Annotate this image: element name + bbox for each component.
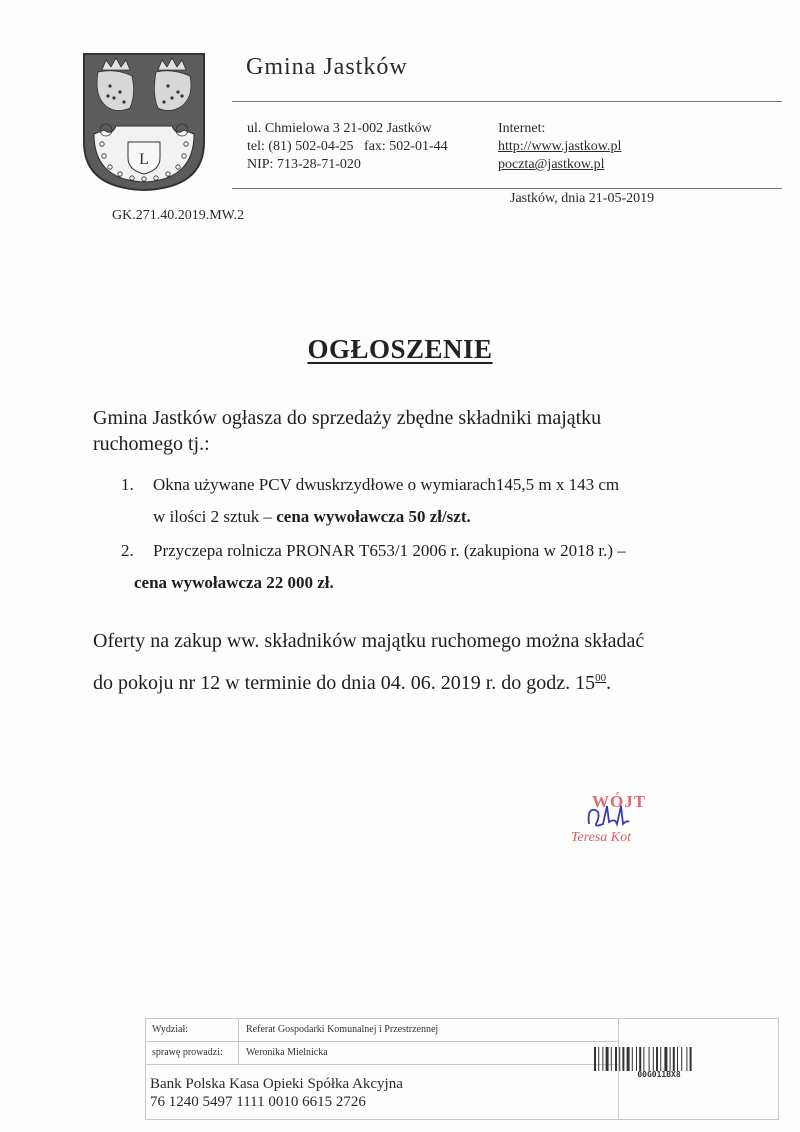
phone-line: tel: (81) 502-04-25 fax: 502-01-44	[247, 139, 448, 154]
header-divider	[232, 188, 782, 189]
item-number: 2.	[121, 541, 134, 560]
barcode-bar	[602, 1047, 603, 1071]
offer-line	[93, 660, 713, 702]
bank-info	[150, 1075, 403, 1111]
address-block	[247, 120, 448, 174]
barcode-bar	[653, 1047, 654, 1071]
item-price: cena wywoławcza 22 000 zł.	[134, 573, 334, 592]
barcode-bar	[632, 1047, 633, 1071]
internet-label: Internet:	[498, 121, 546, 136]
notice-title-wrap	[0, 334, 800, 365]
offer-time-minutes: 00	[595, 672, 607, 684]
barcode-bar	[656, 1047, 658, 1071]
barcode-bar	[643, 1047, 644, 1071]
intro-line: ruchomego tj.:	[93, 433, 210, 455]
coat-of-arms-icon	[80, 50, 208, 192]
svg-text:L: L	[139, 151, 149, 168]
offer-line: Oferty na zakup ww. składników majątku ruchomego można składać	[93, 630, 645, 652]
barcode-bar	[686, 1047, 687, 1071]
barcode-bar	[598, 1047, 599, 1071]
footer-box	[145, 1018, 779, 1120]
barcode-bar	[673, 1047, 675, 1071]
bank-account: 76 1240 5497 1111 0010 6615 2726	[150, 1094, 366, 1110]
barcode-bar	[681, 1047, 682, 1071]
barcode-bar	[677, 1047, 678, 1071]
barcode-bar	[615, 1047, 617, 1071]
barcode-bar	[636, 1047, 637, 1071]
email-link[interactable]: poczta@jastkow.pl	[498, 157, 605, 172]
stamp-name: Teresa Kot	[571, 830, 632, 845]
bank-name: Bank Polska Kasa Opieki Spółka Akcyjna	[150, 1076, 403, 1092]
header-divider	[232, 101, 782, 102]
handler-row	[146, 1042, 618, 1065]
cell-divider	[238, 1019, 239, 1041]
barcode-text: 00G011BX8	[637, 1070, 681, 1079]
barcode-bar	[606, 1047, 609, 1071]
nip-line: NIP: 713-28-71-020	[247, 157, 361, 172]
website-link[interactable]: http://www.jastkow.pl	[498, 139, 622, 154]
barcode-bar	[649, 1047, 650, 1071]
barcode-bar	[690, 1047, 692, 1071]
handler-value: Weronika Mielnicka	[246, 1047, 328, 1058]
item-number: 1.	[121, 475, 134, 494]
signature-stamp	[555, 790, 665, 855]
date-line: Jastków, dnia 21-05-2019	[510, 191, 655, 206]
department-row	[146, 1019, 618, 1042]
barcode-bar	[619, 1047, 620, 1071]
item-price: cena wywoławcza 50 zł/szt.	[276, 507, 471, 526]
internet-block	[498, 120, 621, 174]
reference-number: GK.271.40.2019.MW.2	[112, 208, 245, 223]
intro-line: Gmina Jastków ogłasza do sprzedaży zbędne składniki majątku	[93, 407, 602, 429]
stamp-title: WÓJT	[592, 792, 647, 811]
item-line	[153, 507, 471, 527]
barcode-bar	[670, 1047, 671, 1071]
address-line: ul. Chmielowa 3 21-002 Jastków	[247, 121, 432, 136]
notice-title: OGŁOSZENIE	[307, 334, 493, 364]
organization-name: Gmina Jastków	[246, 54, 408, 80]
handler-label: sprawę prowadzi:	[152, 1047, 223, 1058]
barcode-bar	[660, 1047, 661, 1071]
barcode-bar	[639, 1047, 641, 1071]
offer-end: .	[606, 672, 612, 694]
barcode-bar	[611, 1047, 612, 1071]
department-value: Referat Gospodarki Komunalnej i Przestrzennej	[246, 1024, 439, 1035]
cell-divider	[238, 1042, 239, 1064]
item-text: w ilości 2 sztuk –	[153, 507, 277, 526]
barcode-icon	[594, 1047, 724, 1071]
department-label: Wydział:	[152, 1024, 189, 1035]
offer-paragraph	[93, 623, 713, 702]
barcode-bar	[622, 1047, 624, 1071]
item-line: Przyczepa rolnicza PRONAR T653/1 2006 r. (zakupiona w 2018 r.) –	[153, 541, 626, 560]
barcode-bar	[627, 1047, 630, 1071]
item-line: Okna używane PCV dwuskrzydłowe o wymiarach145,5 m x 143 cm	[153, 475, 620, 494]
barcode-bar	[664, 1047, 667, 1071]
barcode-bar	[594, 1047, 596, 1071]
handwritten-signature-icon	[583, 798, 633, 832]
notice-intro	[93, 405, 693, 457]
offer-text: do pokoju nr 12 w terminie do dnia 04. 06. 2019 r. do godz. 15	[93, 672, 596, 694]
